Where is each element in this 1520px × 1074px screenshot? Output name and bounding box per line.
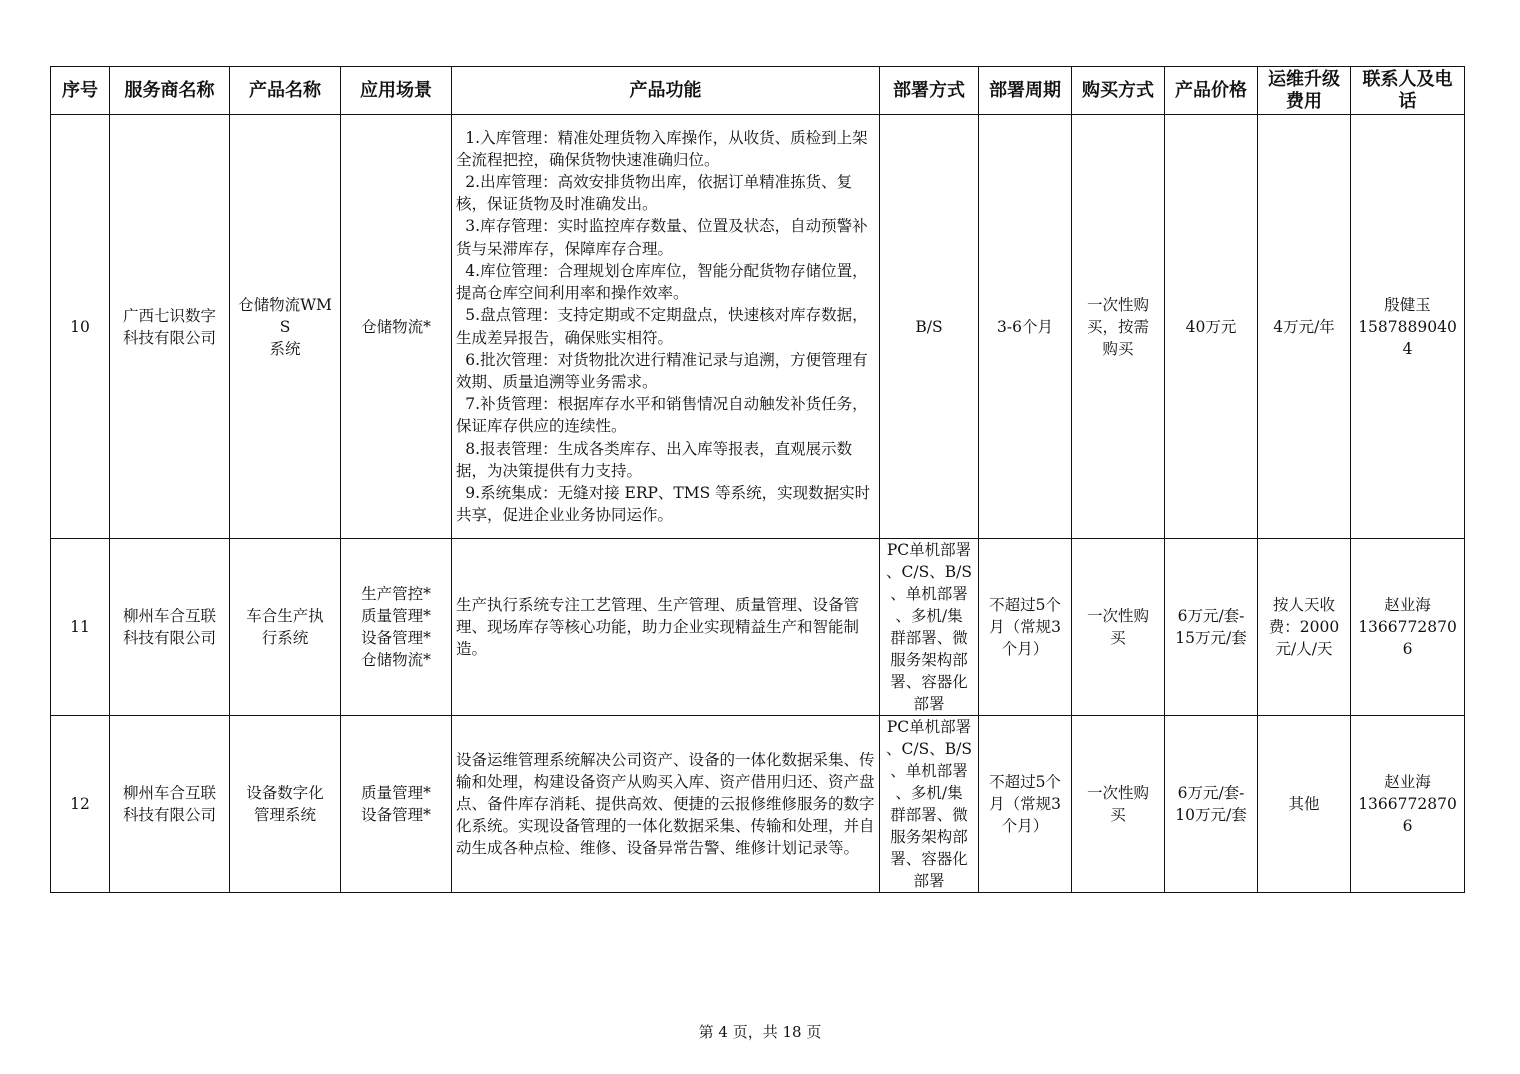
scenario: 质量管理* 设备管理* [341, 716, 452, 893]
scenario: 生产管控* 质量管理* 设备管理* 仓储物流* [341, 539, 452, 716]
product-name: 仓储物流WMS 系统 [230, 115, 341, 539]
deploy-mode: PC单机部署 、C/S、B/S 、单机部署 、多机/集 群部署、微 服务架构部 署、容器化 部署 [880, 716, 979, 893]
function-item: 7.补货管理：根据库存水平和销售情况自动触发补货任务，保证库存供应的连续性。 [456, 395, 868, 436]
function-item: 3.库存管理：实时监控库存数量、位置及状态，自动预警补货与呆滞库存，保障库存合理。 [456, 217, 868, 258]
function-item: 4.库位管理：合理规划仓库库位，智能分配货物存储位置，提高仓库空间利用率和操作效率。 [456, 261, 868, 303]
purchase-method: 一次性购 买 [1072, 716, 1165, 893]
product-functions: 设备运维管理系统解决公司资产、设备的一体化数据采集、传输和处理，构建设备资产从购买入库、资产借用归还、资产盘点、备件库存消耗、提供高效、便捷的云报修维修服务的数字化系统。实现设备管理的一体化数据采集、传输和处理，并自动生成各种点检、维修、设备异常告警、维修计划记录等。 [452, 716, 880, 893]
header-scenario: 应用场景 [341, 67, 452, 115]
header-vendor: 服务商名称 [110, 67, 230, 115]
deploy-cycle: 3-6个月 [979, 115, 1072, 539]
function-item: 2.出库管理：高效安排货物出库，依据订单精准拣货、复核，保证货物及时准确发出。 [456, 173, 853, 214]
product-functions [452, 115, 880, 539]
header-product: 产品名称 [230, 67, 341, 115]
header-purchase: 购买方式 [1072, 67, 1165, 115]
product-price: 40万元 [1165, 115, 1258, 539]
contact: 赵业海 13667728706 [1351, 539, 1465, 716]
vendor-name: 柳州车合互联 科技有限公司 [110, 716, 230, 893]
function-item: 6.批次管理：对货物批次进行精准记录与追溯，方便管理有效期、质量追溯等业务需求。 [456, 350, 868, 391]
purchase-method: 一次性购 买 [1072, 539, 1165, 716]
row-index: 12 [51, 716, 110, 893]
maintenance-fee: 4万元/年 [1258, 115, 1351, 539]
vendor-name: 广西七识数字 科技有限公司 [110, 115, 230, 539]
purchase-method: 一次性购 买，按需 购买 [1072, 115, 1165, 539]
header-functions: 产品功能 [452, 67, 880, 115]
contact: 赵业海 13667728706 [1351, 716, 1465, 893]
header-index: 序号 [51, 67, 110, 115]
deploy-cycle: 不超过5个 月（常规3 个月） [979, 539, 1072, 716]
scenario: 仓储物流* [341, 115, 452, 539]
product-price: 6万元/套- 10万元/套 [1165, 716, 1258, 893]
function-item: 1.入库管理：精准处理货物入库操作，从收货、质检到上架全流程把控，确保货物快速准确归位。 [456, 128, 868, 169]
product-name: 设备数字化 管理系统 [230, 716, 341, 893]
function-item: 8.报表管理：生成各类库存、出入库等报表，直观展示数据，为决策提供有力支持。 [456, 439, 853, 480]
header-maintenance: 运维升级费用 [1258, 67, 1351, 115]
maintenance-fee: 其他 [1258, 716, 1351, 893]
table-row [51, 115, 1465, 539]
header-row [51, 67, 1465, 115]
deploy-mode: B/S [880, 115, 979, 539]
product-name: 车合生产执 行系统 [230, 539, 341, 716]
maintenance-fee: 按人天收 费：2000 元/人/天 [1258, 539, 1351, 716]
product-functions: 生产执行系统专注工艺管理、生产管理、质量管理、设备管理、现场库存等核心功能，助力企业实现精益生产和智能制造。 [452, 539, 880, 716]
vendor-name: 柳州车合互联 科技有限公司 [110, 539, 230, 716]
function-item: 9.系统集成：无缝对接 ERP、TMS 等系统，实现数据实时共享，促进企业业务协同运作。 [456, 483, 871, 525]
header-deploy-mode: 部署方式 [880, 67, 979, 115]
function-item: 5.盘点管理：支持定期或不定期盘点，快速核对库存数据，生成差异报告，确保账实相符。 [456, 306, 868, 347]
header-price: 产品价格 [1165, 67, 1258, 115]
table-row [51, 716, 1465, 893]
header-contact: 联系人及电话 [1351, 67, 1465, 115]
product-table [50, 66, 1465, 893]
row-index: 11 [51, 539, 110, 716]
deploy-cycle: 不超过5个 月（常规3 个月） [979, 716, 1072, 893]
table-row [51, 539, 1465, 716]
product-price: 6万元/套- 15万元/套 [1165, 539, 1258, 716]
deploy-mode: PC单机部署 、C/S、B/S 、单机部署 、多机/集 群部署、微 服务架构部 署、容器化 部署 [880, 539, 979, 716]
row-index: 10 [51, 115, 110, 539]
page-number: 第 4 页，共 18 页 [698, 1023, 822, 1041]
contact: 殷健玉 15878890404 [1351, 115, 1465, 539]
header-deploy-cycle: 部署周期 [979, 67, 1072, 115]
